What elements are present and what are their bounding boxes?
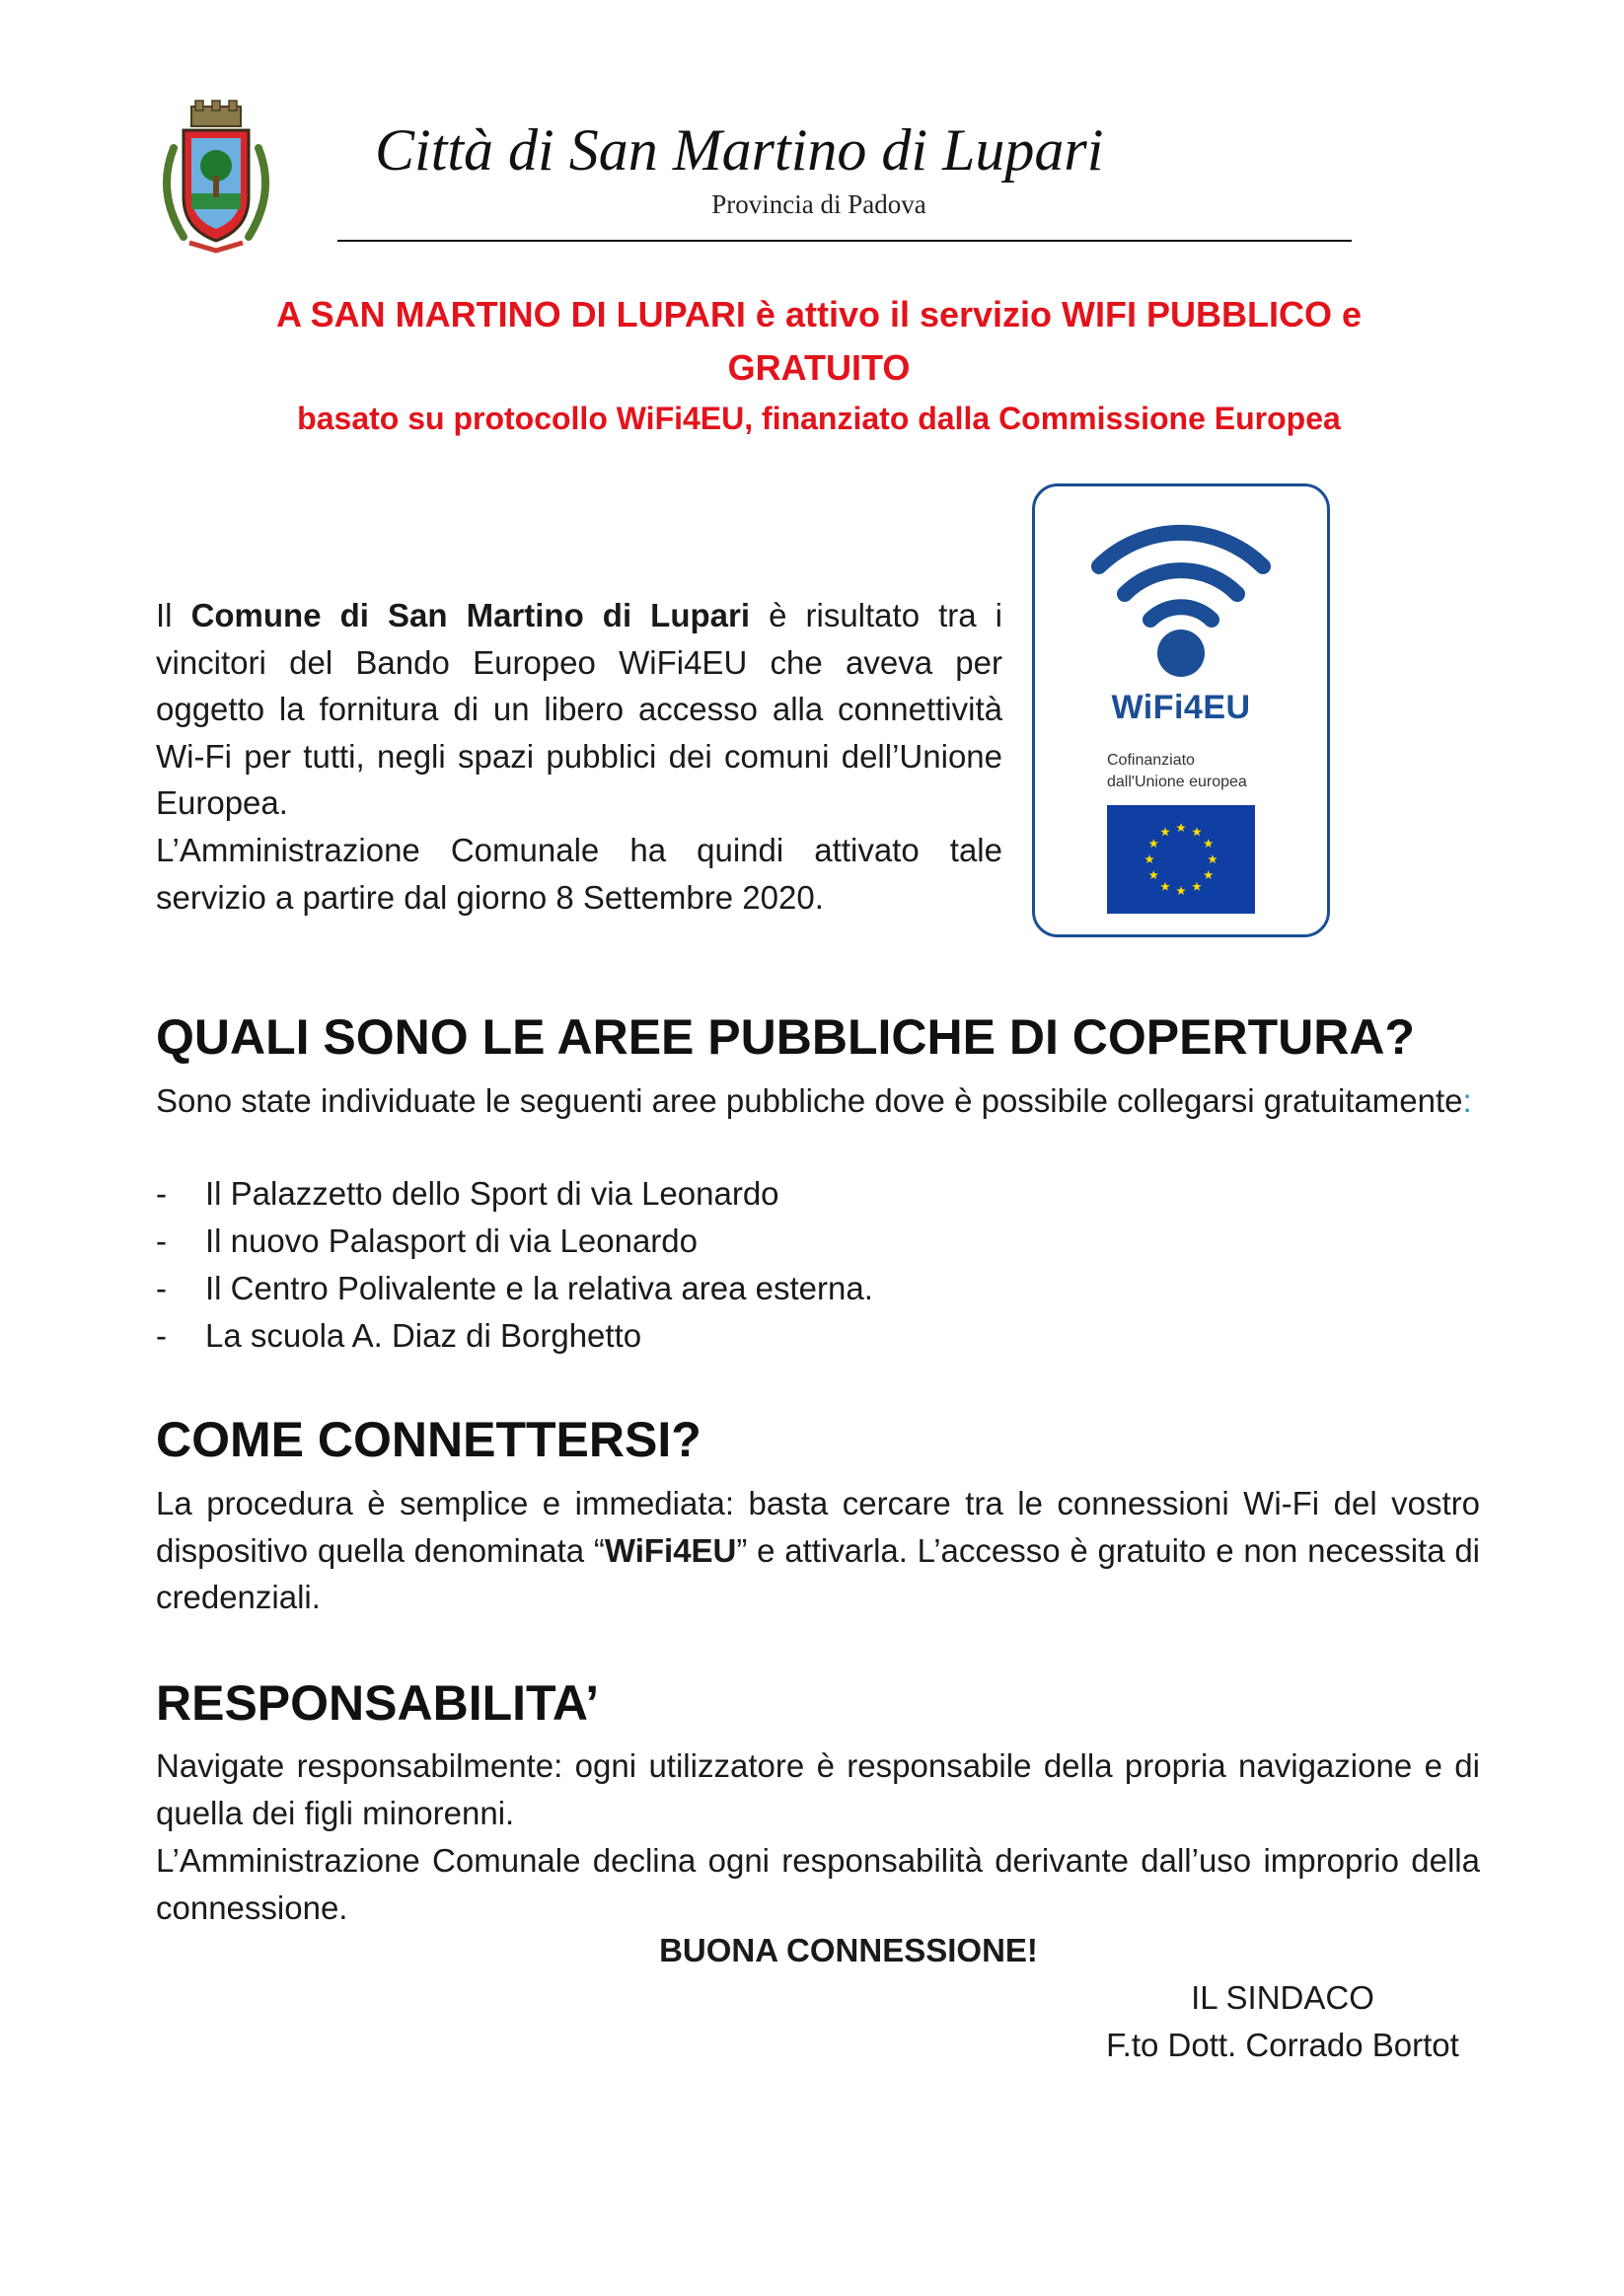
signature-name: F.to Dott. Corrado Bortot [1106,2027,1459,2063]
aree-intro-body: Sono state individuate le seguenti aree pubbliche dove è possibile collegarsi gratuitamente [156,1082,1463,1119]
headline-line-3: basato su protocollo WiFi4EU, finanziato dalla Commissione Europea [297,401,1341,436]
header-divider [337,240,1352,242]
list-dash: - [156,1317,167,1354]
list-item-text: Il Palazzetto dello Sport di via Leonardo [205,1175,779,1212]
wifi4eu-logo-subtitle [1107,750,1324,793]
headline-line-2: GRATUITO [727,347,911,388]
intro-paragraph-2: L’Amministrazione Comunale ha quindi attivato tale servizio a partire dal giorno 8 Settembre 2020. [156,832,1002,916]
section-title-come: COME CONNETTERSI? [156,1412,701,1467]
logo-sub-line-2: dall'Unione europea [1107,774,1247,790]
list-item-text: Il Centro Polivalente e la relativa area esterna. [205,1270,873,1306]
aree-intro-colon: : [1462,1082,1472,1119]
wifi-icon [1085,505,1277,683]
municipal-crest-icon [154,99,278,257]
list-dash: - [156,1175,167,1212]
intro-rest: è risultato tra i vincitori del Bando Europeo WiFi4EU che aveva per oggetto la fornitura di un libero accesso alla connettività Wi-Fi per tutti, negli spazi pubblici dei comuni dell’Unione Europea. [156,597,1003,821]
province-subtitle: Provincia di Padova [711,189,926,219]
section-title-aree: QUALI SONO LE AREE PUBBLICHE DI COPERTURA? [156,1009,1415,1065]
city-title: Città di San Martino di Lupari [375,117,1104,183]
resp-paragraph-1: Navigate responsabilmente: ogni utilizzatore è responsabile della propria navigazione e di quella dei figli minorenni. [156,1747,1480,1831]
closing-greeting: BUONA CONNESSIONE! [659,1932,1038,1968]
wifi4eu-logo-name: WiFi4EU [1111,689,1251,726]
aree-intro-text [156,1077,1480,1125]
list-dash: - [156,1270,167,1306]
come-paragraph [156,1480,1480,1621]
intro-bold-comune: Comune di San Martino di Lupari [190,597,751,633]
list-item-text: La scuola A. Diaz di Borghetto [205,1317,642,1354]
intro-prefix: Il [156,597,191,633]
section-title-responsabilita: RESPONSABILITA’ [156,1675,600,1731]
come-text-bold: WiFi4EU [604,1531,737,1569]
headline-line-1: A SAN MARTINO DI LUPARI è attivo il servizio WIFI PUBBLICO e [275,294,1363,334]
list-dash: - [156,1222,167,1259]
logo-sub-line-1: Cofinanziato [1107,752,1195,769]
list-item-text: Il nuovo Palasport di via Leonardo [205,1222,698,1259]
eu-flag-icon [1107,805,1255,914]
signature-title: IL SINDACO [1191,1979,1374,2016]
resp-paragraph-2: L’Amministrazione Comunale declina ogni responsabilità derivante dall’uso improprio della connessione. [156,1842,1480,1926]
come-text-before: La procedura è semplice e immediata: basta cercare tra le connessioni Wi-Fi del vostro dispositivo quella denominata “ [156,1485,1480,1569]
intro-paragraph [156,592,1002,827]
come-text-after: ” e attivarla. L’accesso è gratuito e non necessita di credenziali. [156,1531,1480,1615]
